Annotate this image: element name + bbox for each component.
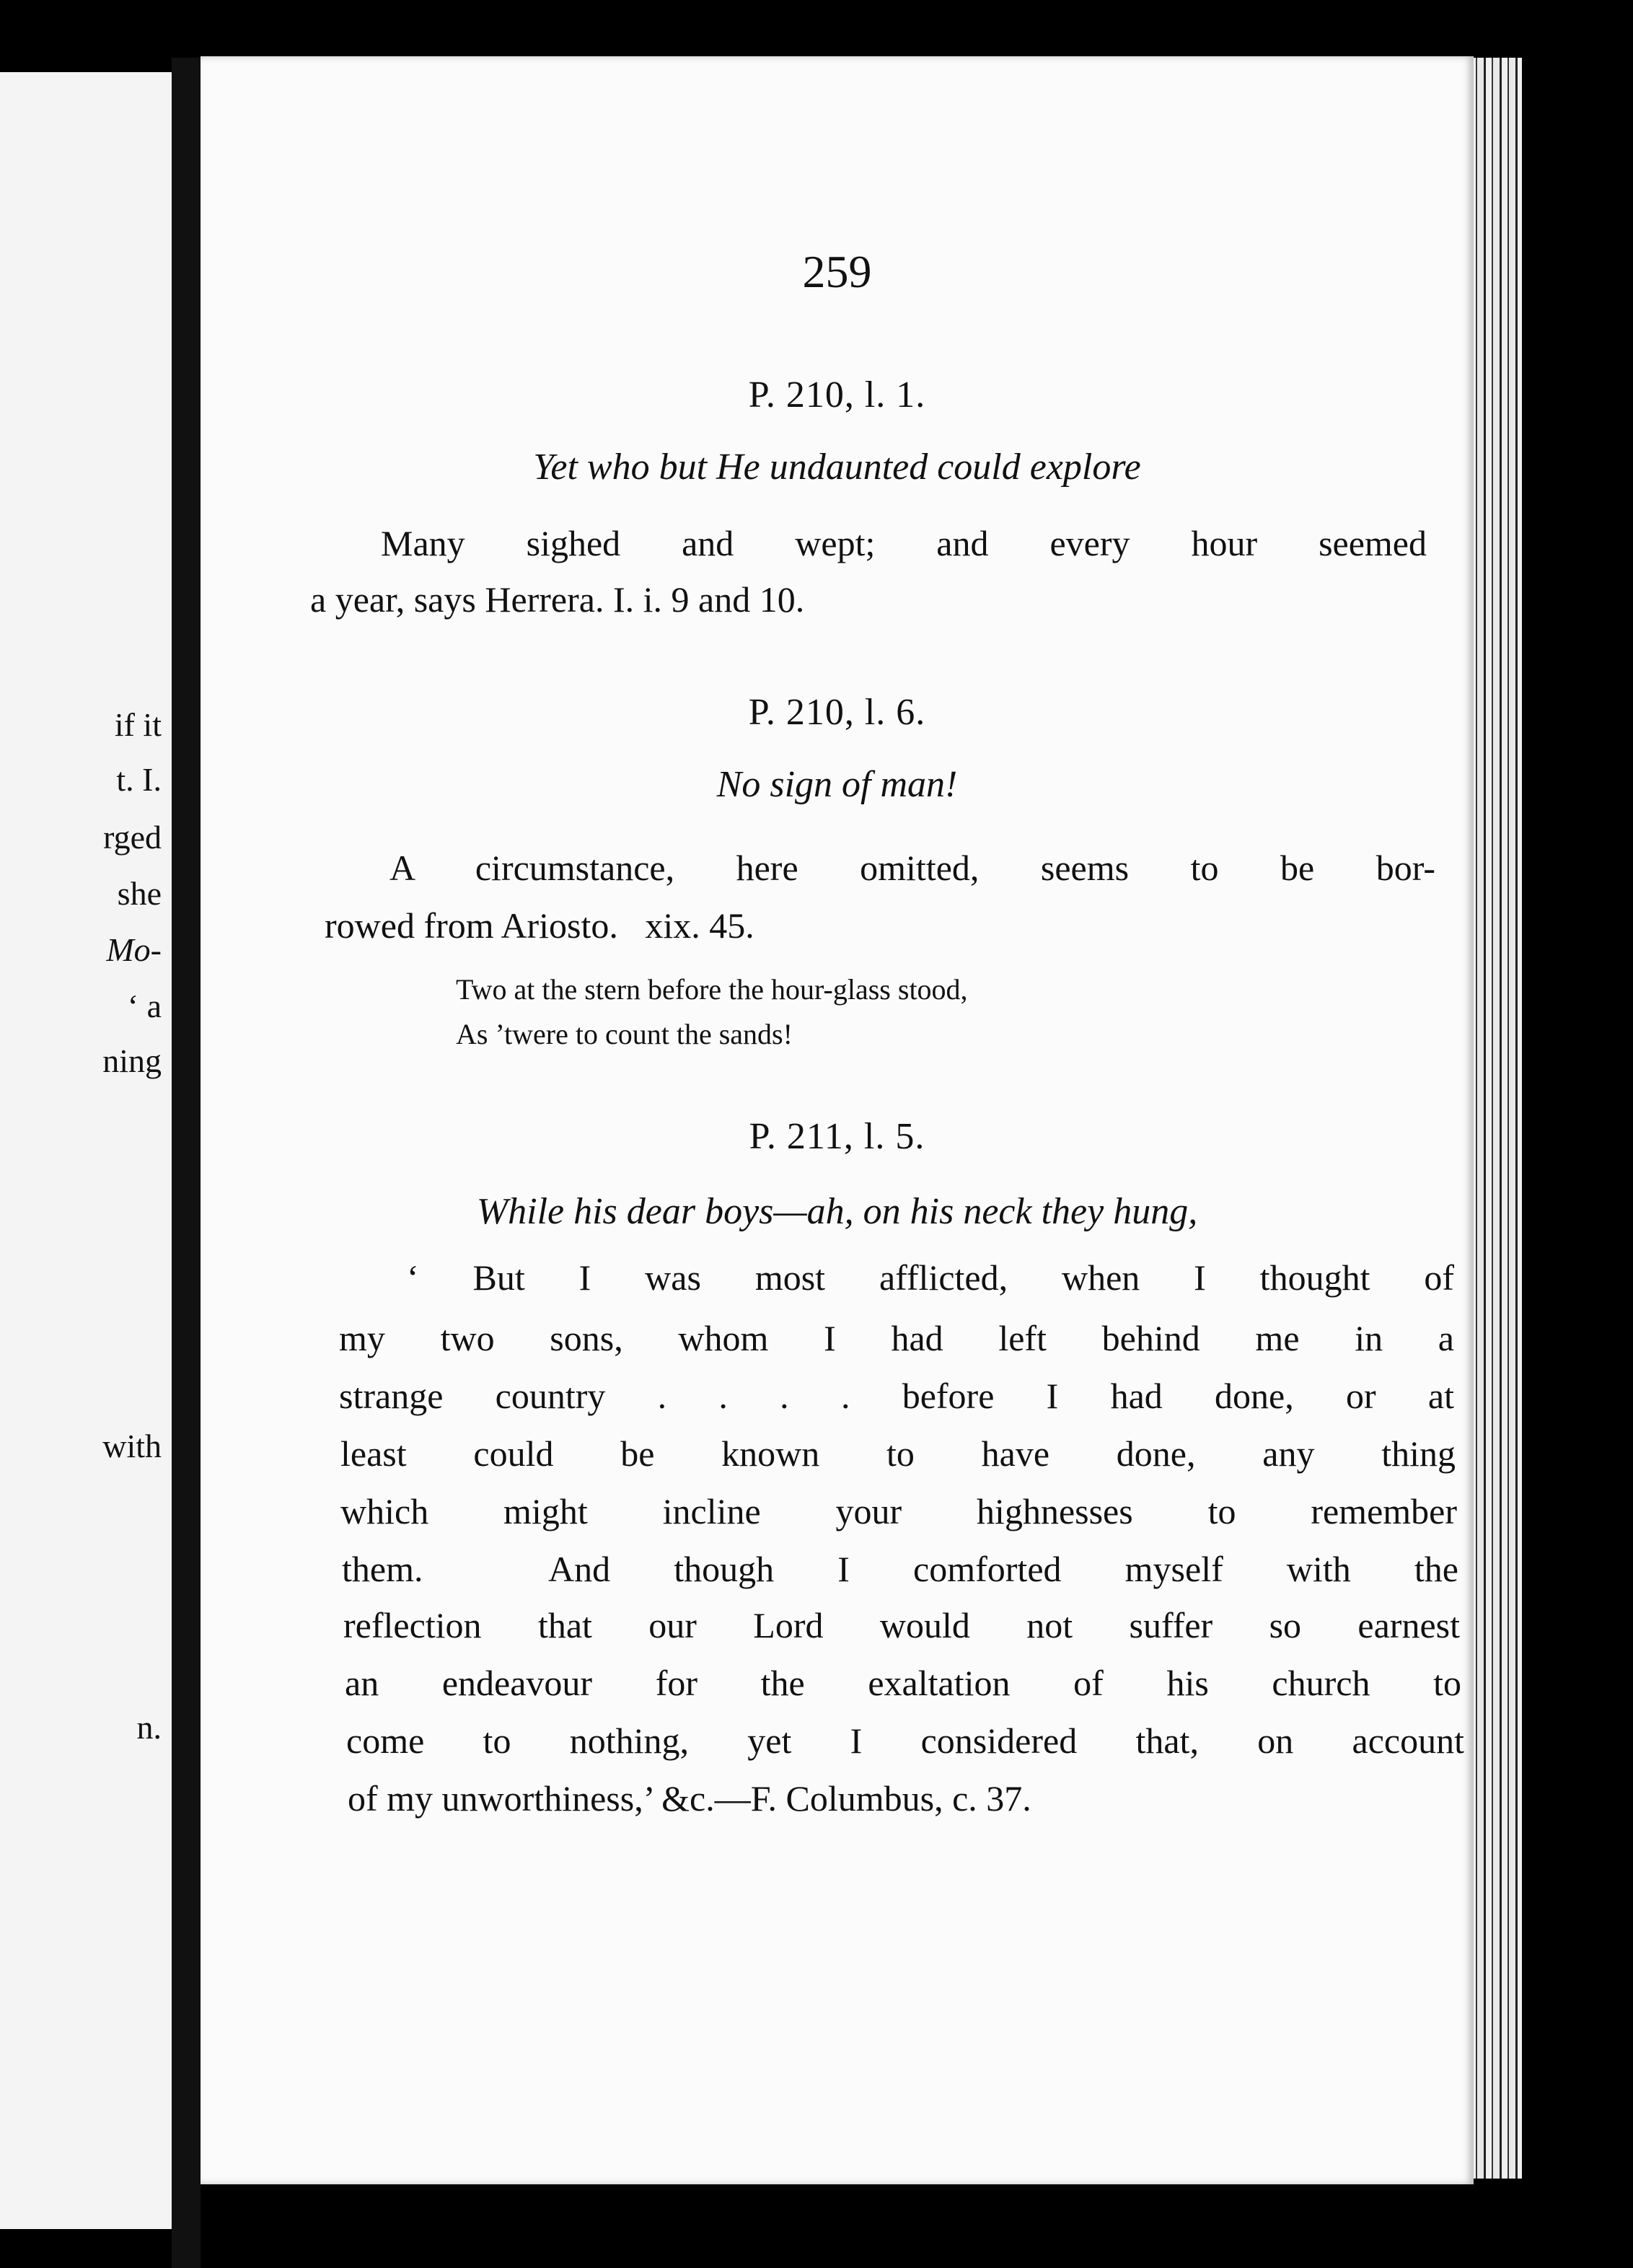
verse-line: As ’twere to count the sands! bbox=[456, 1018, 793, 1050]
body-line: rowed from Ariosto. xix. 45. bbox=[325, 905, 754, 946]
left-page-fragment: ning bbox=[102, 1042, 162, 1079]
left-page-fragment: n. bbox=[136, 1709, 162, 1746]
body-line: an endeavour for the exaltation of his church to bbox=[345, 1663, 1461, 1703]
body-line: my two sons, whom I had left behind me in a bbox=[339, 1318, 1454, 1358]
body-line: ‘ But I was most afflicted, when I thought of bbox=[407, 1257, 1454, 1298]
left-page-fragment: t. I. bbox=[116, 761, 162, 798]
body-line: a year, says Herrera. I. i. 9 and 10. bbox=[310, 579, 805, 620]
page-content bbox=[201, 56, 1474, 2184]
body-line: them. And though I comforted myself with the bbox=[342, 1549, 1458, 1589]
body-line: least could be known to have done, any thing bbox=[340, 1433, 1456, 1474]
left-page-fragment: Mo- bbox=[106, 931, 162, 968]
body-line: which might incline your highnesses to remember bbox=[340, 1491, 1457, 1531]
left-page-fragment: if it bbox=[114, 706, 162, 743]
body-line: of my unworthiness,’ &c.—F. Columbus, c. 37. bbox=[348, 1778, 1031, 1819]
body-line: reflection that our Lord would not suffer so earnest bbox=[343, 1605, 1460, 1645]
section-quote: Yet who but He undaunted could explore bbox=[533, 447, 1141, 488]
verse-line: Two at the stern before the hour-glass stood, bbox=[456, 973, 968, 1006]
left-page-fragment: with bbox=[102, 1428, 162, 1464]
right-page bbox=[201, 56, 1474, 2184]
section-quote: While his dear boys—ah, on his neck they hung, bbox=[476, 1191, 1198, 1232]
left-page-fragment: ‘ a bbox=[127, 988, 162, 1024]
page-number: 259 bbox=[802, 246, 872, 297]
body-line: come to nothing, yet I considered that, on account bbox=[346, 1720, 1464, 1761]
body-line: strange country . . . . before I had done, or at bbox=[339, 1376, 1454, 1416]
section-reference: P. 211, l. 5. bbox=[749, 1116, 925, 1157]
section-quote: No sign of man! bbox=[716, 764, 958, 805]
body-line: Many sighed and wept; and every hour seemed bbox=[381, 523, 1427, 563]
book-gutter bbox=[172, 58, 201, 2268]
section-reference: P. 210, l. 6. bbox=[748, 692, 926, 733]
left-page-fragment: rged bbox=[103, 819, 162, 856]
left-page-fragment: she bbox=[117, 875, 162, 912]
section-reference: P. 210, l. 1. bbox=[748, 374, 926, 416]
body-line: A circumstance, here omitted, seems to be bor- bbox=[389, 848, 1435, 888]
left-page bbox=[0, 72, 172, 2229]
